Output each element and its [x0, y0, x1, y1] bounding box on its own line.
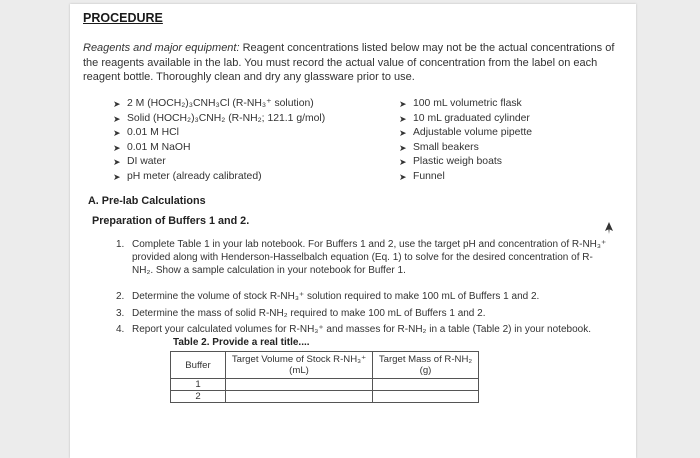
- list-item: ➤ Plastic weigh boats: [399, 155, 532, 170]
- list-item: 1. Complete Table 1 in your lab notebook. For Buffers 1 and 2, use the target pH and concentration of R-NH₃⁺ provided along with Henderson-Hasselbalch equation (Eq. 1) to solve for the desired concentration of R-NH₂. Show a sample calculation in your notebook for Buffer 1.: [116, 239, 607, 277]
- mouse-cursor-icon: [604, 222, 614, 234]
- arrow-bullet-icon: ➤: [399, 142, 407, 153]
- arrow-bullet-icon: ➤: [399, 99, 407, 109]
- arrow-bullet-icon: ➤: [399, 157, 407, 168]
- intro-lead: Reagents and major equipment:: [83, 42, 240, 54]
- arrow-bullet-icon: ➤: [399, 171, 407, 182]
- list-item: ➤ Solid (HOCH₂)₃CNH₂ (R-NH₂; 121.1 g/mol): [113, 112, 325, 127]
- subsection-heading: Preparation of Buffers 1 and 2.: [92, 215, 250, 227]
- table-header-row: [171, 352, 479, 379]
- equipment-list: [399, 97, 532, 185]
- table-row: [171, 391, 479, 403]
- list-item: ➤ 0.01 M NaOH: [113, 141, 325, 156]
- col-header-volume: Target Volume of Stock R-NH₃⁺ (mL): [226, 352, 373, 379]
- list-item: ➤ 100 mL volumetric flask: [399, 97, 532, 112]
- steps-list: [116, 238, 608, 278]
- list-item: ➤ 2 M (HOCH₂)₃CNH₃Cl (R-NH₃⁺ solution): [113, 97, 325, 112]
- col-header-buffer: Buffer: [171, 352, 226, 379]
- table-cell: [226, 379, 373, 391]
- arrow-bullet-icon: ➤: [113, 113, 121, 124]
- table-cell: [373, 379, 479, 391]
- buffer-table: [170, 351, 479, 403]
- arrow-bullet-icon: ➤: [113, 128, 121, 139]
- list-item: ➤ 0.01 M HCl: [113, 126, 325, 141]
- col-header-mass: Target Mass of R-NH₂ (g): [373, 352, 479, 379]
- document-page: [70, 4, 636, 458]
- list-item: 3. Determine the mass of solid R-NH₂ required to make 100 mL of Buffers 1 and 2.: [116, 307, 486, 319]
- table-cell: 2: [171, 391, 226, 403]
- steps-list-continued: [116, 290, 616, 337]
- arrow-bullet-icon: ➤: [113, 157, 121, 168]
- section-heading: A. Pre-lab Calculations: [88, 195, 206, 207]
- arrow-bullet-icon: ➤: [113, 99, 121, 109]
- list-item: 2. Determine the volume of stock R-NH₃⁺ solution required to make 100 mL of Buffers 1 and 2.: [116, 291, 540, 302]
- list-item: ➤ Funnel: [399, 170, 532, 185]
- arrow-bullet-icon: ➤: [113, 171, 121, 182]
- table-cell: [373, 391, 479, 403]
- arrow-bullet-icon: ➤: [399, 128, 407, 139]
- arrow-bullet-icon: ➤: [113, 142, 121, 153]
- list-item: 4. Report your calculated volumes for R-NH₃⁺ and masses for R-NH₂ in a table (Table 2) in your notebook.: [116, 324, 591, 336]
- table-row: [171, 379, 479, 391]
- intro-paragraph: [83, 41, 628, 85]
- intro-text: Reagent concentrations listed below may not be the actual concentrations of the reagents available in the lab. You must record the actual value of concentration from the label on each reagent bottle. Thoroughly clean and dry any glassware prior to use.: [83, 42, 615, 83]
- table-cell: [226, 391, 373, 403]
- list-item: ➤ 10 mL graduated cylinder: [399, 112, 532, 127]
- arrow-bullet-icon: ➤: [399, 113, 407, 124]
- procedure-heading: PROCEDURE: [83, 11, 163, 25]
- list-item: ➤ pH meter (already calibrated): [113, 170, 325, 185]
- list-item: ➤ Adjustable volume pipette: [399, 126, 532, 141]
- list-item: ➤ DI water: [113, 155, 325, 170]
- table-cell: 1: [171, 379, 226, 391]
- table-caption: Table 2. Provide a real title....: [173, 337, 310, 348]
- list-item: ➤ Small beakers: [399, 141, 532, 156]
- reagent-list: [113, 97, 325, 185]
